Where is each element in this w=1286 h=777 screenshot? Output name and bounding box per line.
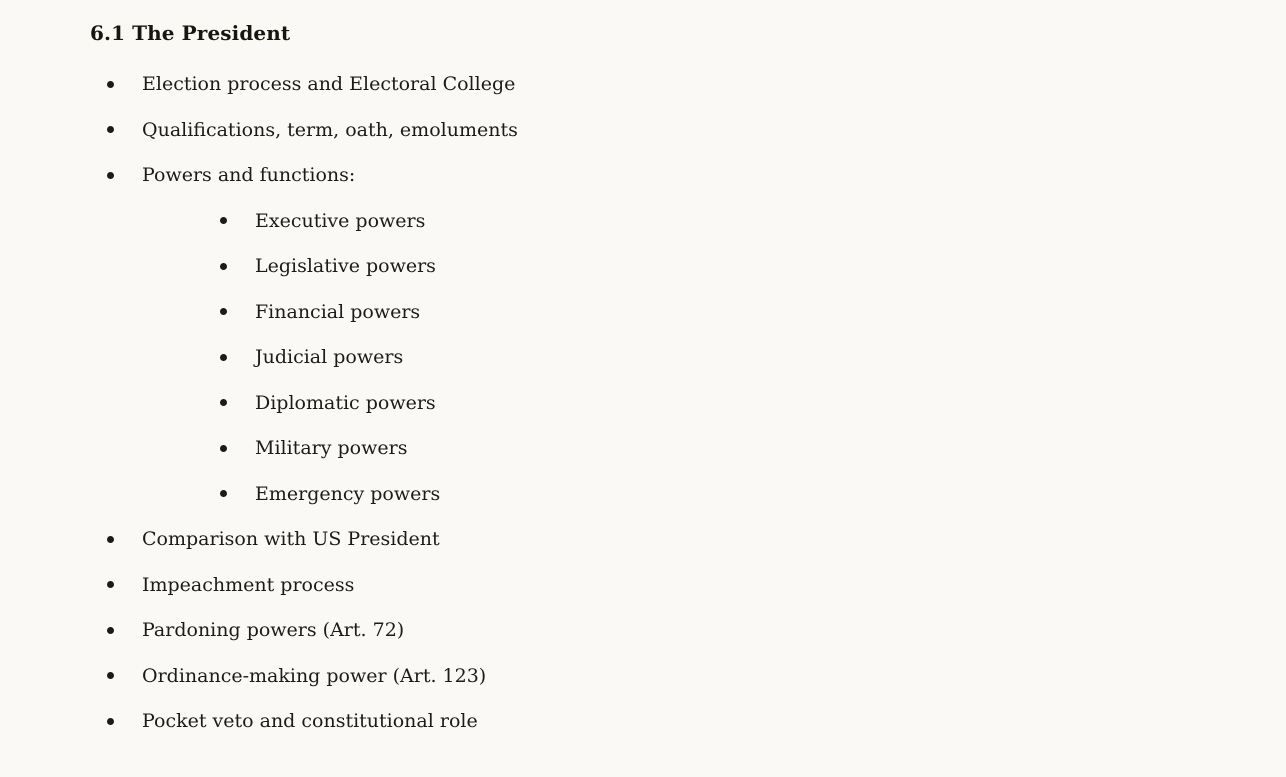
list-item-label: Judicial powers: [255, 346, 404, 368]
list-item-label: Pocket veto and constitutional role: [142, 710, 478, 732]
section-heading: 6.1 The President: [90, 21, 291, 45]
list-item-label: Diplomatic powers: [255, 391, 436, 414]
list-item-label: Military powers: [255, 437, 408, 459]
list-item: [203, 390, 1246, 416]
list-item: [203, 481, 1246, 507]
list-item-label: Executive powers: [255, 209, 426, 232]
list-item-label: Qualifications, term, oath, emoluments: [142, 118, 518, 141]
list-item-label: Impeachment process: [142, 573, 355, 596]
list-item: [90, 708, 1246, 734]
list-item-label: Pardoning powers (Art. 72): [142, 619, 405, 641]
topic-list: [90, 71, 1246, 734]
list-item: [203, 435, 1246, 461]
list-item-label: Legislative powers: [255, 255, 436, 277]
list-item-label: Comparison with US President: [142, 528, 440, 550]
list-item: [90, 526, 1246, 552]
list-item-label: Election process and Electoral College: [142, 73, 516, 95]
list-item-label: Ordinance-making power (Art. 123): [142, 664, 487, 687]
list-item: [90, 617, 1246, 643]
list-item: [203, 344, 1246, 370]
sub-topic-list: [203, 208, 1246, 507]
list-item: [90, 117, 1246, 143]
list-item-label: Emergency powers: [255, 482, 441, 505]
list-item: [90, 572, 1246, 598]
list-item-label: Financial powers: [255, 300, 421, 323]
list-item: [203, 299, 1246, 325]
list-item: [203, 253, 1246, 279]
list-item: [90, 162, 1246, 507]
list-item-label: Powers and functions:: [142, 164, 356, 186]
list-item: [203, 208, 1246, 234]
list-item: [90, 71, 1246, 97]
list-item: [90, 663, 1246, 689]
